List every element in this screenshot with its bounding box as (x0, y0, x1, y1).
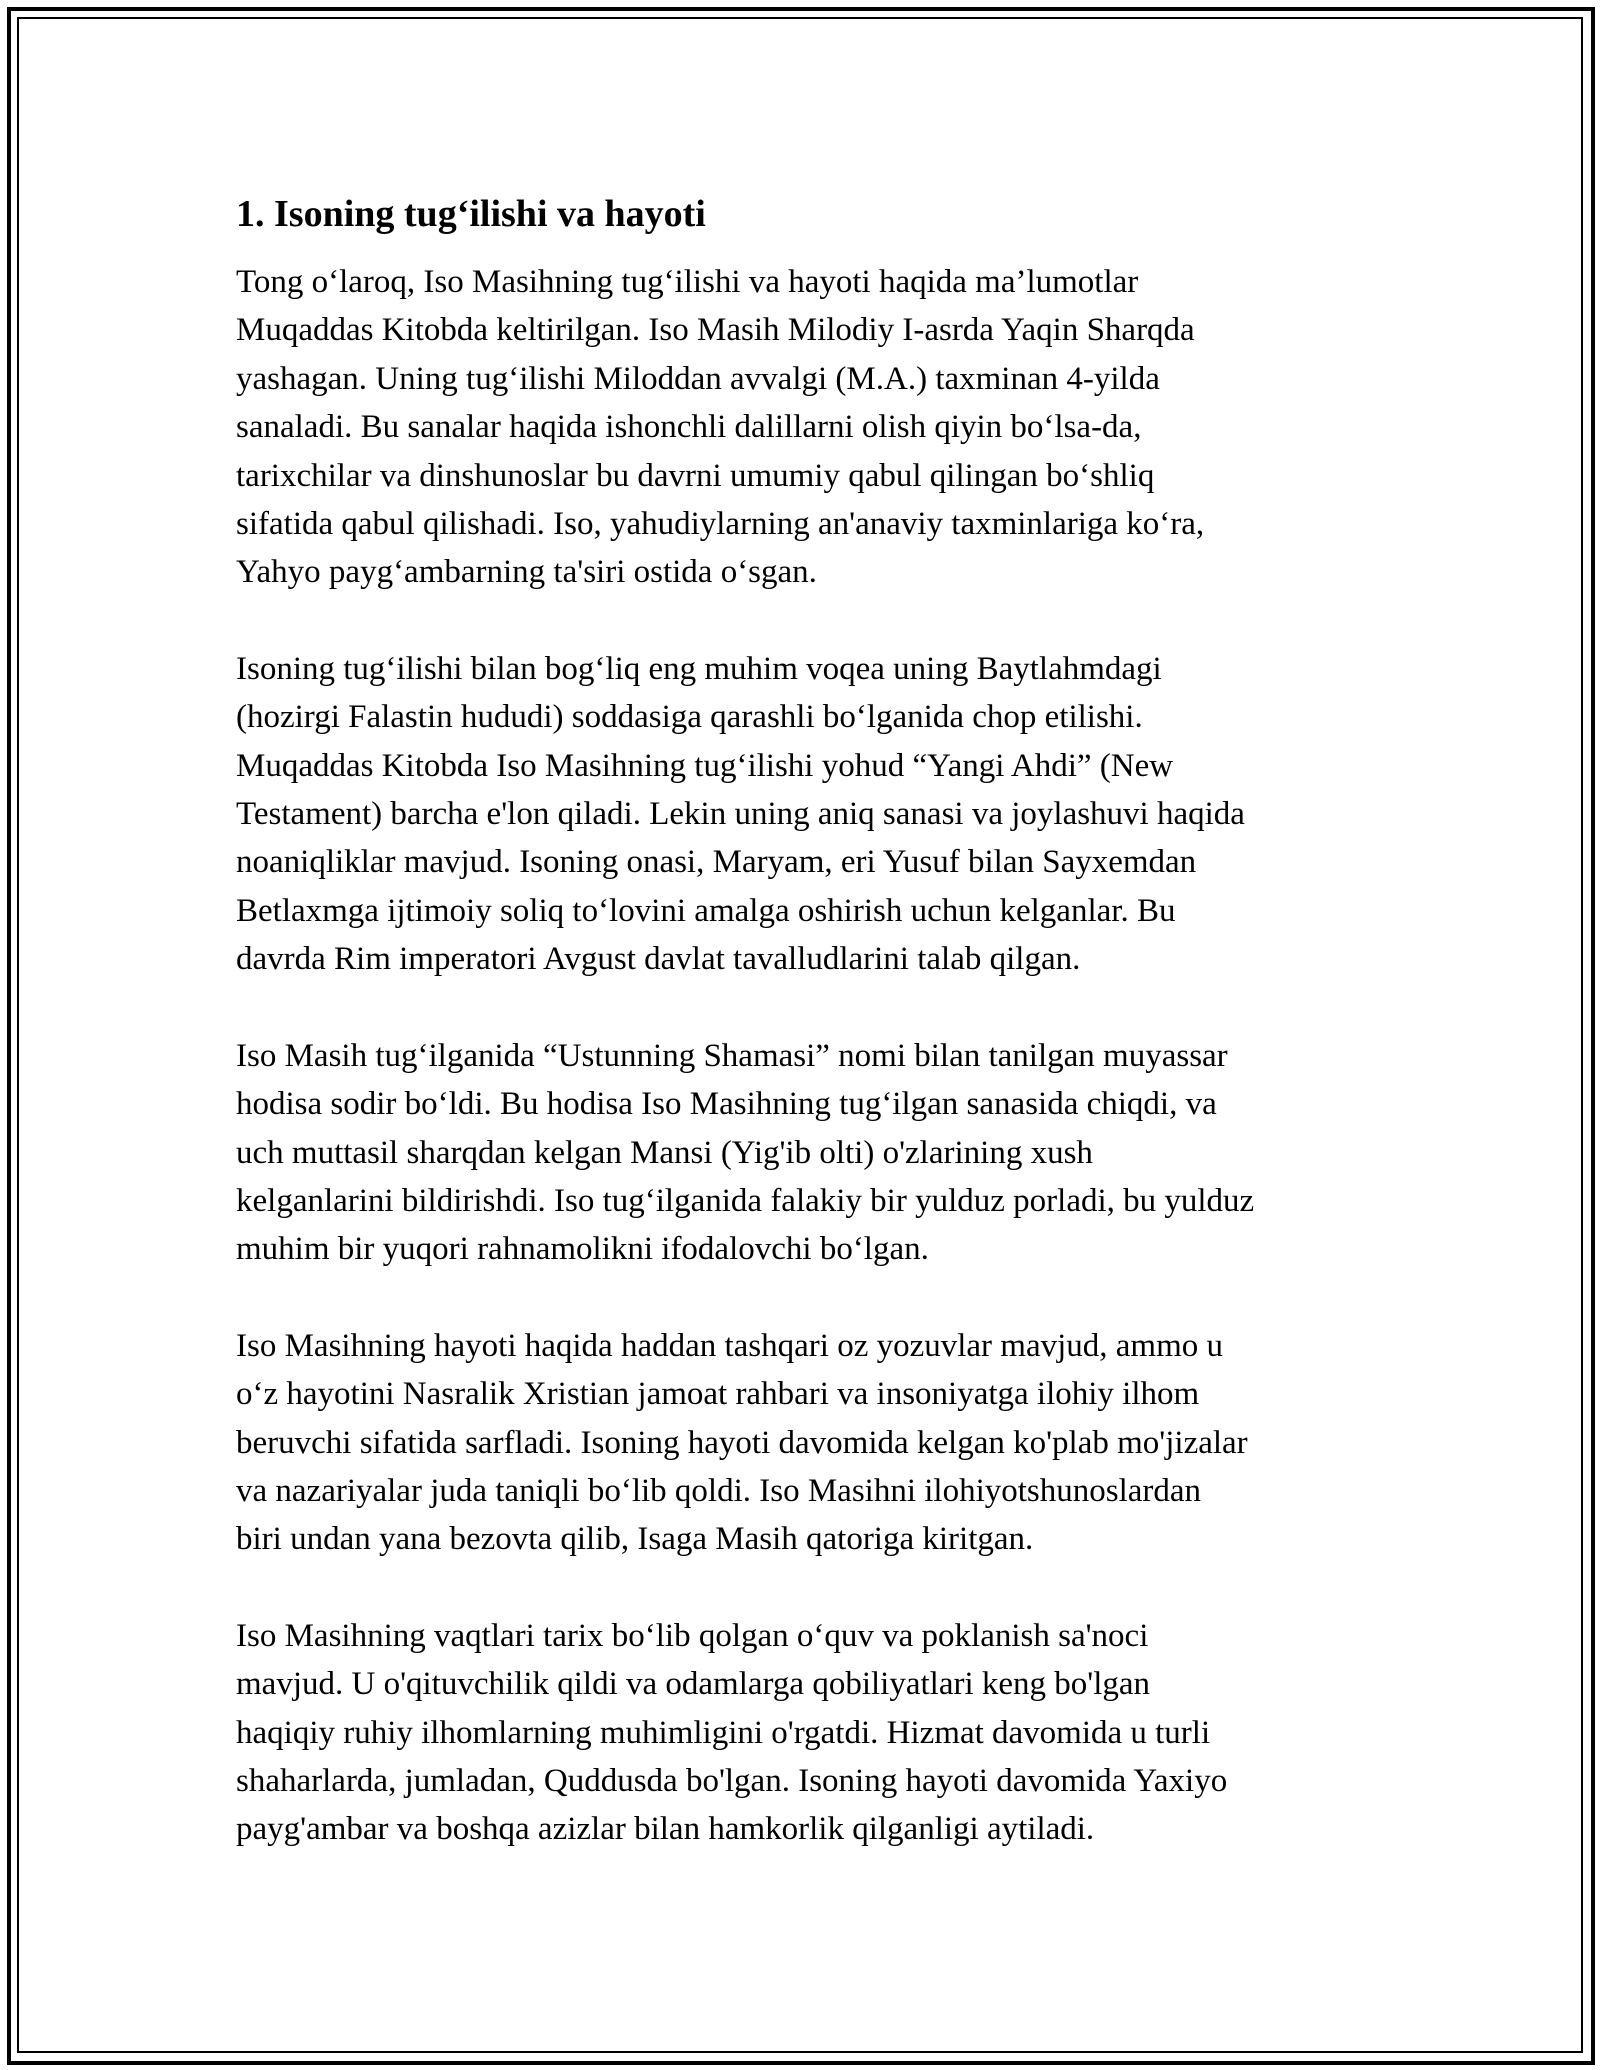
paragraph-2: Isoning tug‘ilishi bilan bog‘liq eng muhim voqea uning Baytlahmdagi (hozirgi Falastin hududi) soddasiga qarashli bo‘lganida chop etilishi. Muqaddas Kitobda Iso Masihning tug‘ilishi yohud “Yangi Ahdi” (New Testament) barcha e'lon qiladi. Lekin uning aniq sanasi va joylashuvi haqida noaniqliklar mavjud. Isoning onasi, Maryam, eri Yusuf bilan Sayxemdan Betlaxmga ijtimoiy soliq to‘lovini amalga oshirish uchun kelganlar. Bu davrda Rim imperatori Avgust davlat tavalludlarini talab qilgan. (236, 650, 1245, 978)
section-heading: 1. Isoning tug‘ilishi va hayoti (236, 193, 706, 235)
paragraph-5: Iso Masihning vaqtlari tarix bo‘lib qolgan o‘quv va poklanish sa'noci mavjud. U o'qituvchilik qildi va odamlarga qobiliyatlari keng bo'lgan haqiqiy ruhiy ilhomlarning muhimligini o'rgatdi. Hizmat davomida u turli shaharlarda, jumladan, Quddusda bo'lgan. Isoning hayoti davomida Yaxiyo payg'ambar va boshqa azizlar bilan hamkorlik qilganligi aytiladi. (236, 1617, 1228, 1848)
paragraph-3: Iso Masih tug‘ilganida “Ustunning Shamasi” nomi bilan tanilgan muyassar hodisa sodir bo‘ldi. Bu hodisa Iso Masihning tug‘ilgan sanasida chiqdi, va uch muttasil sharqdan kelgan Mansi (Yig'ib olti) o'zlarining xush kelganlarini bildirishdi. Iso tug‘ilganida falakiy bir yulduz porladi, bu yulduz muhim bir yuqori rahnamolikni ifodalovchi bo‘lgan. (236, 1037, 1255, 1268)
paragraph-4: Iso Masihning hayoti haqida haddan tashqari oz yozuvlar mavjud, ammo u o‘z hayotini Nasralik Xristian jamoat rahbari va insoniyatga ilohiy ilhom beruvchi sifatida sarfladi. Isoning hayoti davomida kelgan ko'plab mo'jizalar va nazariyalar juda taniqli bo‘lib qoldi. Iso Masihni ilohiyotshunoslardan biri undan yana bezovta qilib, Isaga Masih qatoriga kiritgan. (236, 1327, 1248, 1558)
document-body (236, 186, 1386, 1854)
paragraph-1: Tong o‘laroq, Iso Masihning tug‘ilishi va hayoti haqida ma’lumotlar Muqaddas Kitobda keltirilgan. Iso Masih Milodiy I-asrda Yaqin Sharqda yashagan. Uning tug‘ilishi Miloddan avvalgi (M.A.) taxminan 4-yilda sanaladi. Bu sanalar haqida ishonchli dalillarni olish qiyin bo‘lsa-da, tarixchilar va dinshunoslar bu davrni umumiy qabul qilingan bo‘shliq sifatida qabul qilishadi. Iso, yahudiylarning an'anaviy taxminlariga ko‘ra, Yahyo payg‘ambarning ta'siri ostida o‘sgan. (236, 264, 1205, 591)
